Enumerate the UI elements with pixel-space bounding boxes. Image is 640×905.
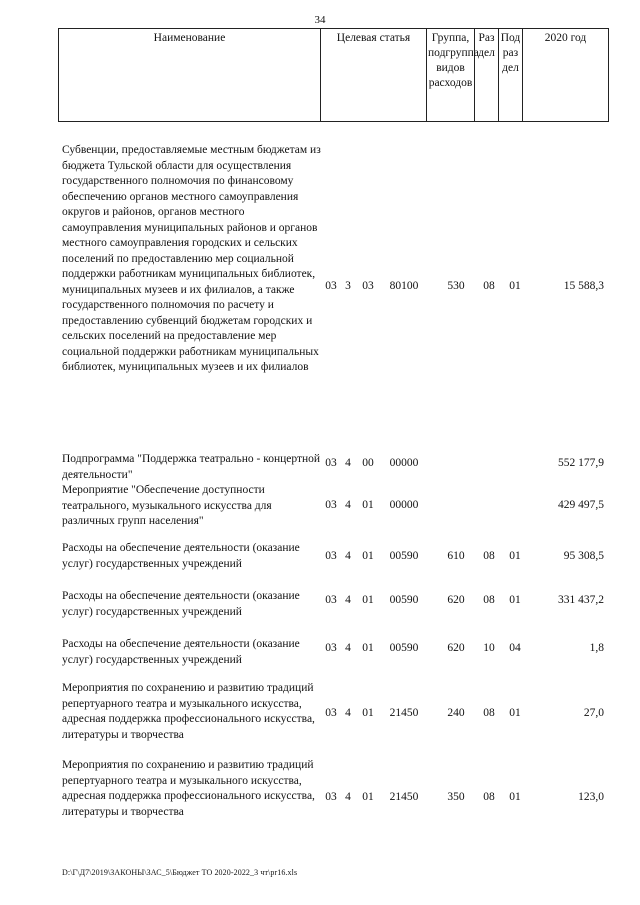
target-code-direction: 00000 [389,457,419,469]
amount-2020: 552 177,9 [558,457,604,469]
page-number: 34 [314,14,326,26]
row-name: Мероприятия по сохранению и развитию традиций репертуарного театра и музыкального искусства, адресная поддержка профессионального искусства, литературы и творчества [62,682,315,741]
group-code: 530 [447,280,465,292]
target-code-program: 03 [325,457,337,469]
target-code-event: 01 [362,791,374,803]
amount-2020: 1,8 [589,642,604,654]
subsection-code: 01 [509,791,521,803]
row-name: Мероприятие "Обеспечение доступности театрального, музыкального искусства для различных групп населения" [62,484,272,527]
target-code-direction: 80100 [389,280,419,292]
target-code-subprogram: 3 [345,280,351,292]
header-name: Наименование [59,29,321,122]
target-code-program: 03 [325,642,337,654]
table-header [58,28,609,122]
file-path-footer: D:\Г\Д7\2019\ЗАКОНЫ\ЗАС_5\Бюджет ТО 2020-2022_3 чт\pr16.xls [62,868,298,877]
amount-2020: 331 437,2 [558,594,604,606]
amount-2020: 95 308,5 [563,550,604,562]
target-code-program: 03 [325,707,337,719]
header-subsection: Подраздел [499,29,523,122]
target-code-program: 03 [325,791,337,803]
target-code-event: 01 [362,550,374,562]
section-code: 08 [483,594,495,606]
header-year: 2020 год [523,29,609,122]
row-name: Расходы на обеспечение деятельности (оказание услуг) государственных учреждений [62,638,300,666]
target-code-event: 01 [362,499,374,511]
target-code-subprogram: 4 [345,594,351,606]
target-code-program: 03 [325,499,337,511]
group-code: 620 [447,642,465,654]
target-code-direction: 00590 [389,642,419,654]
amount-2020: 15 588,3 [563,280,604,292]
target-code-subprogram: 4 [345,550,351,562]
amount-2020: 27,0 [583,707,604,719]
target-code-event: 03 [362,280,374,292]
header-group: Группа, подгруппа видов расходов [427,29,475,122]
section-code: 08 [483,707,495,719]
section-code: 10 [483,642,495,654]
target-code-program: 03 [325,550,337,562]
target-code-direction: 00000 [389,499,419,511]
section-code: 08 [483,791,495,803]
header-target: Целевая статья [321,29,427,122]
group-code: 620 [447,594,465,606]
target-code-event: 01 [362,594,374,606]
target-code-program: 03 [325,280,337,292]
group-code: 350 [447,791,465,803]
row-name: Расходы на обеспечение деятельности (оказание услуг) государственных учреждений [62,542,300,570]
target-code-event: 01 [362,642,374,654]
row-name: Расходы на обеспечение деятельности (оказание услуг) государственных учреждений [62,590,300,618]
section-code: 08 [483,280,495,292]
target-code-event: 01 [362,707,374,719]
target-code-program: 03 [325,594,337,606]
target-code-subprogram: 4 [345,642,351,654]
row-name: Подпрограмма "Поддержка театрально - концертной деятельности" [62,453,321,481]
target-code-subprogram: 4 [345,707,351,719]
target-code-subprogram: 4 [345,499,351,511]
target-code-subprogram: 4 [345,791,351,803]
target-code-direction: 21450 [389,707,419,719]
group-code: 240 [447,707,465,719]
target-code-direction: 21450 [389,791,419,803]
target-code-subprogram: 4 [345,457,351,469]
row-name: Мероприятия по сохранению и развитию традиций репертуарного театра и музыкального искусства, адресная поддержка профессионального искусства, литературы и творчества [62,759,315,818]
section-code: 08 [483,550,495,562]
target-code-event: 00 [362,457,374,469]
group-code: 610 [447,550,465,562]
subsection-code: 01 [509,280,521,292]
amount-2020: 429 497,5 [558,499,604,511]
target-code-direction: 00590 [389,594,419,606]
row-name: Субвенции, предоставляемые местным бюджетам из бюджета Тульской области для осуществления государственного полномочия по финансовому обеспечению органов местного самоуправления округов и районов, органов местного самоуправления муниципальных районов и органов местного самоуправления городских и сельских поселений по предоставлению мер социальной поддержки работникам муниципальных библиотек, муниципальных музеев и их филиалов, а также государственного полномочия по расчету и предоставлению субвенций бюджетам городских и сельских поселений на предоставление мер социальной поддержки работникам муниципальных библиотек, муниципальных музеев и их филиалов [62,144,321,373]
subsection-code: 01 [509,594,521,606]
header-section: Раздел [475,29,499,122]
subsection-code: 01 [509,707,521,719]
subsection-code: 04 [509,642,521,654]
target-code-direction: 00590 [389,550,419,562]
subsection-code: 01 [509,550,521,562]
amount-2020: 123,0 [578,791,604,803]
